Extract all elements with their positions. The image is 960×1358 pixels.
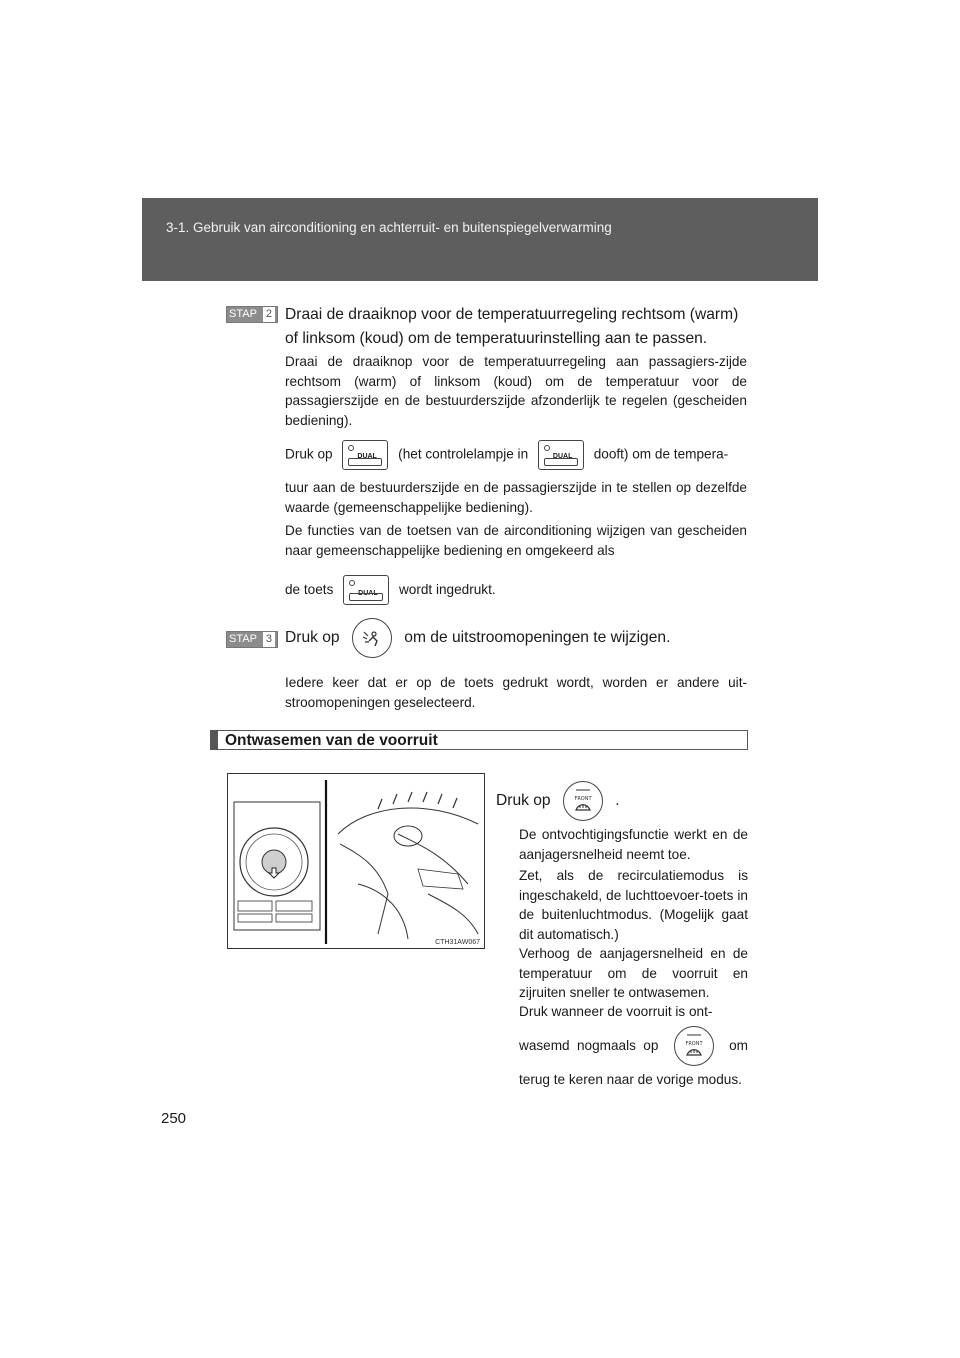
defog-instruction — [496, 781, 748, 821]
dual-label: DUAL — [358, 590, 378, 598]
text: wasemd nogmaals op — [519, 1038, 659, 1053]
step-badge-label: STAP — [229, 308, 257, 320]
step-3-title — [285, 618, 747, 658]
dual-label: DUAL — [357, 453, 377, 460]
step-2-para-common: tuur aan de bestuurderszijde en de passagierszijde in te stellen op dezelfde waarde (gemeenschappelijke bediening). — [285, 480, 747, 515]
defog-para-dehumidify: De ontvochtigingsfunctie werkt en de aanjagersnelheid neemt toe. — [519, 827, 748, 862]
section-heading: Ontwasemen van de voorruit — [210, 730, 748, 750]
defog-para-return-end: terug te keren naar de vorige modus. — [519, 1072, 742, 1087]
dual-button-icon — [538, 440, 584, 470]
defog-para-return: Druk wanneer de voorruit is ont- — [519, 1004, 713, 1019]
dashboard-illustration-icon — [228, 774, 484, 948]
dual-button-icon — [342, 440, 388, 470]
text: om de uitstroomopeningen te wijzigen. — [404, 629, 671, 647]
front-defroster-button-icon — [563, 781, 603, 821]
text: Druk op — [496, 792, 551, 810]
step-2-para-dual — [285, 440, 747, 470]
chapter-title: 3-1. Gebruik van airconditioning en achterruit- en buitenspiegelverwarming — [166, 220, 612, 235]
front-defroster-button-icon — [674, 1026, 714, 1066]
indicator-dot-icon — [348, 445, 354, 451]
dual-button-icon — [343, 575, 389, 605]
chapter-header — [142, 198, 818, 281]
step-2-para-toggle: De functies van de toetsen van de airconditioning wijzigen van gescheiden naar gemeenschappelijke bediening en omgekeerd als — [285, 523, 747, 558]
airflow-mode-button-icon — [352, 618, 392, 658]
text: (het controlelampje in — [398, 446, 529, 462]
defog-para-fan-speed: Verhoog de aanjagersnelheid en de temperatuur om de voorruit en zijruiten sneller te ontwasemen. — [519, 946, 748, 1000]
button-bar-icon — [349, 593, 383, 601]
step-3-para: Iedere keer dat er op de toets gedrukt wordt, worden er andere uit-stroomopeningen geselecteerd. — [285, 675, 747, 710]
defog-para-return-button — [519, 1023, 748, 1069]
step-badge-number: 2 — [263, 307, 275, 322]
button-bar-icon — [544, 458, 578, 466]
text: wordt ingedrukt. — [398, 582, 496, 597]
text: Druk op — [285, 629, 340, 647]
step-2-title: Draai de draaiknop voor de temperatuurregeling rechtsom (warm) of linksom (koud) om de temperatuurinstelling aan te passen. — [285, 306, 739, 347]
button-bar-icon — [348, 458, 382, 466]
defog-illustration — [227, 773, 485, 949]
step-3-badge — [226, 631, 278, 648]
page-number: 250 — [161, 1110, 187, 1127]
indicator-dot-icon — [349, 580, 355, 586]
svg-text:FRONT: FRONT — [574, 796, 592, 802]
text: . — [615, 792, 620, 810]
defog-para-recirculation: Zet, als de recirculatiemodus is ingeschakeld, de luchttoevoer-toets in de buitenluchtmodus. (Mogelijk gaat dit automatisch.) — [519, 868, 748, 942]
text: dooft) om de tempera- — [593, 446, 729, 462]
step-2-badge — [226, 306, 278, 323]
indicator-dot-icon — [544, 445, 550, 451]
figure-caption: CTH31AW067 — [435, 939, 480, 946]
step-badge-number: 3 — [263, 632, 275, 647]
text: Druk op — [285, 446, 333, 462]
text: om — [729, 1038, 748, 1053]
step-2-para-toggle-end — [285, 575, 747, 605]
step-2-para-separate: Draai de draaiknop voor de temperatuurregeling aan passagiers-zijde rechtsom (warm) of linksom (koud) om de temperatuur voor de passagierszijde en de bestuurderszijde afzonderlijk te regelen (gescheiden bediening). — [285, 354, 747, 428]
step-badge-label: STAP — [229, 633, 257, 645]
dual-label: DUAL — [552, 453, 573, 460]
text: de toets — [285, 582, 334, 597]
svg-text:FRONT: FRONT — [685, 1041, 703, 1048]
